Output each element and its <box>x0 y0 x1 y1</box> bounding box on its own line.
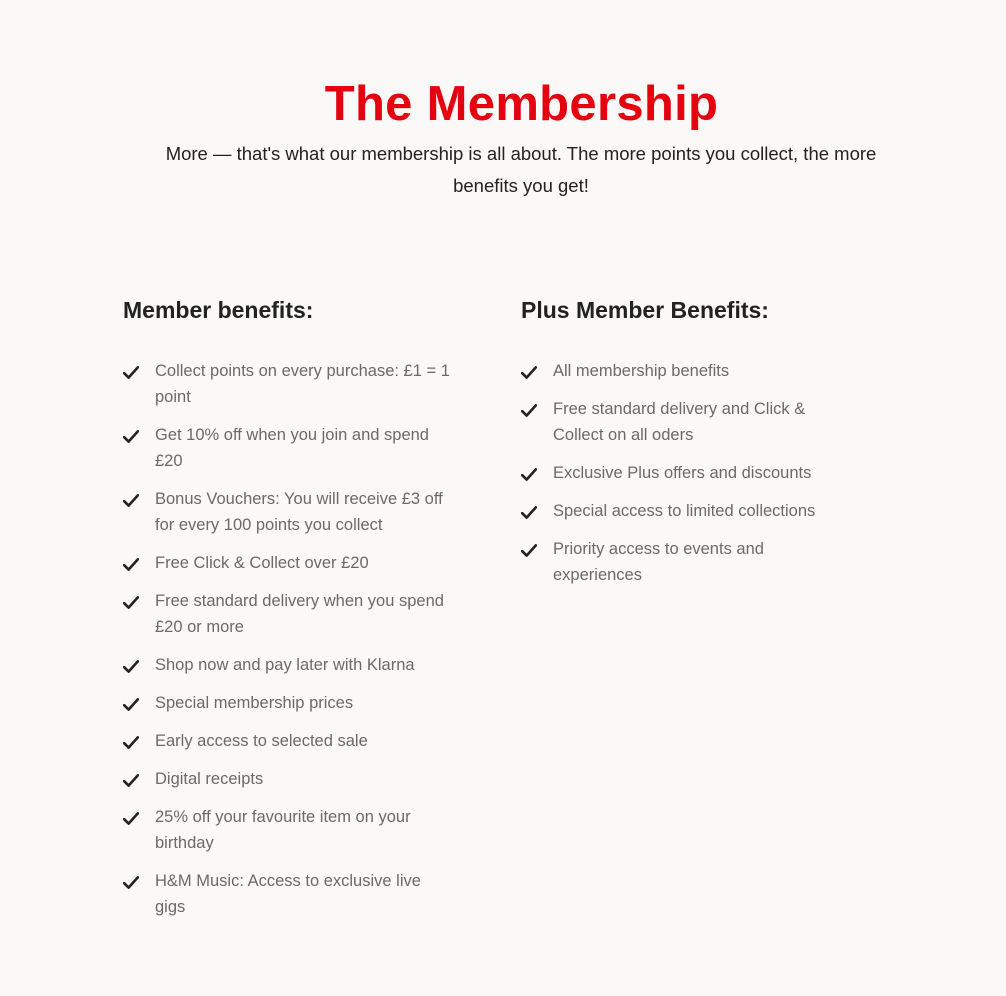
benefit-item <box>123 652 453 678</box>
benefit-item <box>123 422 453 474</box>
benefit-item <box>123 728 453 754</box>
benefit-item <box>521 536 851 588</box>
check-icon <box>123 430 139 443</box>
benefit-item <box>123 868 453 920</box>
benefit-label: Collect points on every purchase: £1 = 1 point <box>155 362 450 406</box>
check-icon <box>521 544 537 557</box>
benefit-label: 25% off your favourite item on your birthday <box>155 808 411 852</box>
benefit-item <box>123 550 453 576</box>
check-icon <box>123 596 139 609</box>
check-icon <box>123 558 139 571</box>
benefit-label: Special membership prices <box>155 694 354 712</box>
benefit-label: Digital receipts <box>155 770 264 788</box>
benefit-label: Free standard delivery when you spend £20 or more <box>155 592 444 636</box>
benefit-item <box>521 396 851 448</box>
benefit-item <box>123 358 453 410</box>
check-icon <box>123 736 139 749</box>
benefit-label: Exclusive Plus offers and discounts <box>553 464 812 482</box>
check-icon <box>123 876 139 889</box>
member-benefits-list <box>123 358 453 932</box>
benefit-label: Get 10% off when you join and spend £20 <box>155 426 429 470</box>
check-icon <box>521 468 537 481</box>
benefit-label: Bonus Vouchers: You will receive £3 off for every 100 points you collect <box>155 490 443 534</box>
member-benefits-section <box>123 292 453 916</box>
check-icon <box>123 660 139 673</box>
check-icon <box>123 774 139 787</box>
benefit-label: Early access to selected sale <box>155 732 368 750</box>
benefit-label: Free standard delivery and Click & Collect on all oders <box>553 400 806 444</box>
check-icon <box>521 366 537 379</box>
check-icon <box>123 812 139 825</box>
benefit-label: Free Click & Collect over £20 <box>155 554 369 572</box>
check-icon <box>123 366 139 379</box>
benefit-label: Shop now and pay later with Klarna <box>155 656 415 674</box>
benefit-label: All membership benefits <box>553 362 730 380</box>
benefit-label: Priority access to events and experiences <box>553 540 764 584</box>
page-title: The Membership <box>324 77 719 131</box>
plus-benefits-heading: Plus Member Benefits: <box>521 297 769 323</box>
plus-benefits-section <box>521 292 851 584</box>
benefit-item <box>123 588 453 640</box>
check-icon <box>521 506 537 519</box>
benefit-item <box>123 804 453 856</box>
page-subtitle: More — that's what our membership is all about. The more points you collect, the more benefits you get! <box>165 143 877 196</box>
benefit-item <box>123 690 453 716</box>
plus-benefits-list <box>521 358 851 600</box>
check-icon <box>123 494 139 507</box>
benefit-item <box>123 766 453 792</box>
check-icon <box>521 404 537 417</box>
member-benefits-heading: Member benefits: <box>123 297 314 323</box>
benefit-item <box>521 460 851 486</box>
benefit-item <box>521 498 851 524</box>
benefit-label: Special access to limited collections <box>553 502 816 520</box>
benefit-item <box>521 358 851 384</box>
benefit-label: H&M Music: Access to exclusive live gigs <box>155 872 421 916</box>
check-icon <box>123 698 139 711</box>
benefit-item <box>123 486 453 538</box>
